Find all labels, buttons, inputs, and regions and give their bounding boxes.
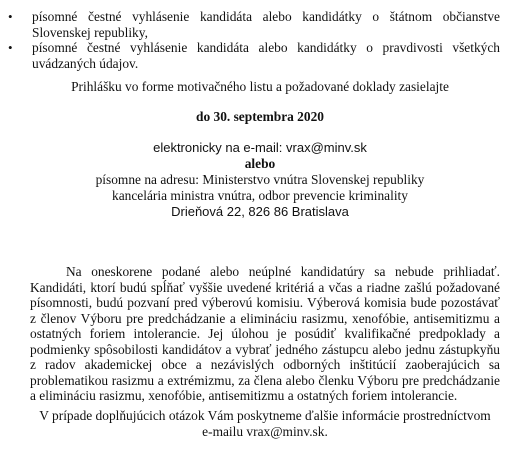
bullet-text: písomné čestné vyhlásenie kandidáta alebo kandidátky o štátnom občianstve Slovenskej republiky, — [32, 9, 500, 40]
address-line-3: Drieňová 22, 826 86 Bratislava — [171, 204, 349, 219]
deadline-text: do 30. septembra 2020 — [196, 109, 324, 124]
main-paragraph: Na oneskorene podané alebo neúplné kandidatúry sa nebude prihliadať. Kandidáti, ktorí budú spĺňať vyššie uvedené kritériá a včas a riadne zašlú požadované písomnosti, budú pozvaní pred výberovú komisiu. Výberová komisia bude pozostávať z členov Výboru pre predchádzanie a elimináciu rasizmu, xenofóbie, antisemitizmu a ostatných foriem intolerancie. Jej úlohou je posúdiť kvalifikačné predpoklady a podmienky spôsobilosti kandidátov a vybrať jedného zástupcu alebo jednu zástupkyňu z radov akademickej obce a nezávislých odborných inštitúcií zaoberajúcich sa problematikou rasizmu a extrémizmu, za člena alebo členku Výboru pre predchádzanie a elimináciu rasizmu, xenofóbie, antisemitizmu a ostatných foriem intolerancie. — [30, 264, 500, 403]
requirements-list — [6, 9, 500, 71]
closing-line-1: V prípade doplňujúcich otázok Vám poskytneme ďalšie informácie prostredníctvom — [39, 408, 491, 423]
bullet-text: písomné čestné vyhlásenie kandidáta alebo kandidátky o pravdivosti všetkých uvádzaných údajov. — [32, 40, 500, 71]
bullet-icon: • — [8, 9, 13, 24]
list-item — [6, 40, 500, 71]
email-line: elektronicky na e-mail: vrax@minv.sk — [153, 140, 367, 155]
bullet-icon: • — [8, 40, 13, 55]
closing-line-2: e-mailu vrax@minv.sk. — [202, 424, 328, 439]
list-item — [6, 9, 500, 40]
address-line-1: písomne na adresu: Ministerstvo vnútra Slovenskej republiky — [95, 172, 425, 187]
intro-text: Prihlášku vo forme motivačného listu a požadované doklady zasielajte — [71, 79, 449, 94]
or-text: alebo — [244, 156, 276, 171]
address-line-2: kancelária ministra vnútra, odbor prevencie kriminality — [112, 188, 408, 203]
